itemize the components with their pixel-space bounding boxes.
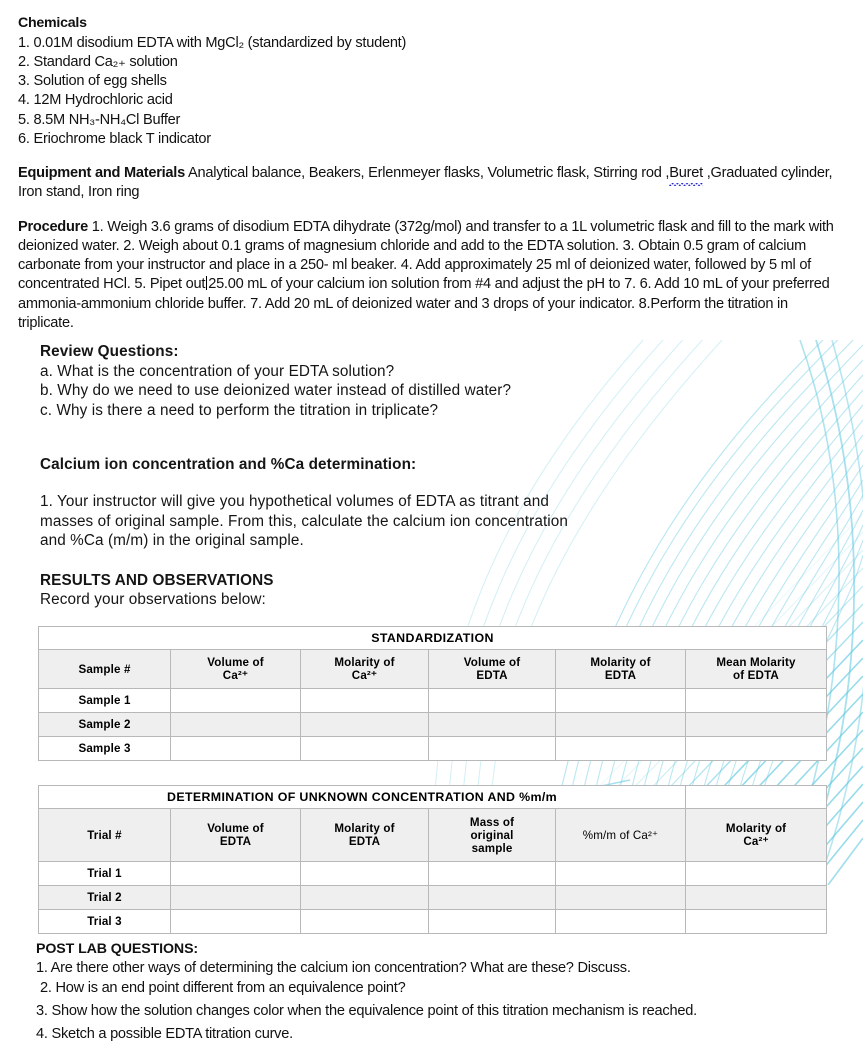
row-label-trial-2: Trial 2 (39, 886, 171, 910)
data-cell[interactable] (429, 737, 556, 761)
calcium-instruction-line: and %Ca (m/m) in the original sample. (40, 532, 304, 550)
chemicals-item: 4. 12M Hydrochloric acid (18, 92, 173, 109)
table-row (39, 713, 827, 737)
chemicals-section (18, 14, 843, 149)
data-cell[interactable] (686, 910, 827, 934)
data-cell[interactable] (686, 737, 827, 761)
row-label-sample-2: Sample 2 (39, 713, 171, 737)
data-cell[interactable] (171, 862, 301, 886)
data-cell[interactable] (556, 910, 686, 934)
data-cell[interactable] (171, 910, 301, 934)
equipment-section (18, 164, 843, 203)
column-header-molarity-of-edta: Molarity of EDTA (556, 650, 686, 689)
row-label-sample-3: Sample 3 (39, 737, 171, 761)
row-label-trial-1: Trial 1 (39, 862, 171, 886)
post-lab-question-item: 3. Show how the solution changes color when the equivalence point of this titration mechanism is reached. (36, 1003, 697, 1020)
column-header-mean-molarity-of-edta: Mean Molarity of EDTA (686, 650, 827, 689)
determination-table-title-spacer (686, 786, 827, 809)
misspelled-word-buret: Buret (669, 164, 703, 183)
determination-table-title: DETERMINATION OF UNKNOWN CONCENTRATION AND %m/m (39, 786, 686, 809)
data-cell[interactable] (686, 689, 827, 713)
review-question-item: a. What is the concentration of your EDTA solution? (40, 362, 395, 380)
chemicals-item: 5. 8.5M NH₃-NH₄Cl Buffer (18, 111, 181, 128)
results-observations-section (18, 571, 843, 610)
table-row (39, 689, 827, 713)
calcium-section-heading: Calcium ion concentration and %Ca determination: (40, 455, 417, 473)
data-cell[interactable] (171, 689, 301, 713)
procedure-heading: Procedure (18, 218, 88, 235)
procedure-text-part1: 1. Weigh 3.6 grams of disodium EDTA dihydrate (372g/mol) and transfer to a 1L volumetric flask and fill to the mark with deionized water. 2. Weigh about 0.1 grams of magnesium chloride and add to the EDTA solution. 3. Obtain 0.5 gram of calcium carbonate from your instructor and place in a 250- ml beaker. 4. Add approximately 25 ml of deionized water, followed by 5 ml of concentrated HCl. 5. Pipet out (18, 218, 834, 293)
data-cell[interactable] (429, 689, 556, 713)
determination-table (38, 785, 827, 934)
data-cell[interactable] (556, 886, 686, 910)
data-cell[interactable] (686, 886, 827, 910)
post-lab-question-item: 1. Are there other ways of determining the calcium ion concentration? What are these? Discuss. (36, 960, 631, 977)
data-cell[interactable] (556, 862, 686, 886)
standardization-table (38, 626, 827, 761)
data-cell[interactable] (171, 713, 301, 737)
column-header-molarity-of-ca: Molarity of Ca²⁺ (686, 809, 827, 862)
procedure-section (18, 218, 843, 334)
column-header-percent-mm-of-ca: %m/m of Ca²⁺ (556, 809, 686, 862)
equipment-heading: Equipment and Materials (18, 165, 185, 182)
post-lab-questions-section (18, 934, 843, 1045)
row-label-sample-1: Sample 1 (39, 689, 171, 713)
determination-table-wrapper (18, 785, 843, 934)
table-header-row (39, 809, 827, 862)
data-cell[interactable] (301, 862, 429, 886)
column-header-volume-of-edta: Volume of EDTA (171, 809, 301, 862)
chemicals-item: 2. Standard Ca₂₊ solution (18, 53, 178, 70)
data-cell[interactable] (301, 713, 429, 737)
data-cell[interactable] (429, 886, 556, 910)
column-header-volume-of-ca: Volume of Ca²⁺ (171, 650, 301, 689)
data-cell[interactable] (556, 713, 686, 737)
chemicals-heading: Chemicals (18, 15, 87, 31)
chemicals-item: 3. Solution of egg shells (18, 73, 167, 90)
table-row (39, 886, 827, 910)
row-label-trial-3: Trial 3 (39, 910, 171, 934)
calcium-determination-section (18, 455, 843, 551)
table-title-row (39, 786, 827, 809)
data-cell[interactable] (686, 862, 827, 886)
review-questions-heading: Review Questions: (40, 343, 179, 361)
data-cell[interactable] (429, 862, 556, 886)
table-row (39, 737, 827, 761)
review-question-item: b. Why do we need to use deionized water instead of distilled water? (40, 382, 512, 400)
equipment-text-after: ,Graduated cylinder, Iron stand, Iron ring (18, 165, 833, 201)
data-cell[interactable] (301, 689, 429, 713)
post-lab-heading: POST LAB QUESTIONS: (36, 941, 199, 958)
chemicals-item: 6. Eriochrome black T indicator (18, 130, 211, 147)
post-lab-question-item: 2. How is an end point different from an equivalence point? (40, 980, 406, 997)
data-cell[interactable] (301, 910, 429, 934)
standardization-table-wrapper (18, 626, 843, 761)
data-cell[interactable] (556, 689, 686, 713)
results-heading: RESULTS AND OBSERVATIONS (40, 571, 274, 589)
column-header-molarity-of-edta: Molarity of EDTA (301, 809, 429, 862)
equipment-text-before: Analytical balance, Beakers, Erlenmeyer flasks, Volumetric flask, Stirring rod , (184, 165, 670, 182)
table-title-row (39, 627, 827, 650)
procedure-text-part2: 25.00 mL of your calcium ion solution from #4 and adjust the pH to 7. 6. Add 10 mL of your preferred ammonia-ammonium chloride buffer. 7. Add 20 mL of deionized water and 3 drops of your indicator. 8.Perform the titration in triplicate. (18, 276, 830, 331)
table-row (39, 862, 827, 886)
data-cell[interactable] (171, 886, 301, 910)
column-header-molarity-of-ca: Molarity of Ca²⁺ (301, 650, 429, 689)
post-lab-question-item: 4. Sketch a possible EDTA titration curve. (36, 1025, 293, 1042)
data-cell[interactable] (301, 886, 429, 910)
data-cell[interactable] (429, 910, 556, 934)
chemicals-item: 1. 0.01M disodium EDTA with MgCl₂ (standardized by student) (18, 34, 407, 51)
review-question-item: c. Why is there a need to perform the titration in triplicate? (40, 401, 439, 419)
standardization-table-title: STANDARDIZATION (39, 627, 827, 650)
data-cell[interactable] (429, 713, 556, 737)
data-cell[interactable] (686, 713, 827, 737)
review-questions-section (18, 342, 843, 420)
column-header-volume-of-edta: Volume of EDTA (429, 650, 556, 689)
results-subheading: Record your observations below: (40, 591, 266, 609)
data-cell[interactable] (556, 737, 686, 761)
calcium-instruction-line: masses of original sample. From this, calculate the calcium ion concentration (40, 512, 569, 530)
table-header-row (39, 650, 827, 689)
column-header-trial-number: Trial # (39, 809, 171, 862)
column-header-sample-number: Sample # (39, 650, 171, 689)
data-cell[interactable] (301, 737, 429, 761)
calcium-instruction-line: 1. Your instructor will give you hypothetical volumes of EDTA as titrant and (40, 493, 549, 511)
data-cell[interactable] (171, 737, 301, 761)
table-row (39, 910, 827, 934)
column-header-mass-of-original-sample: Mass of original sample (429, 809, 556, 862)
